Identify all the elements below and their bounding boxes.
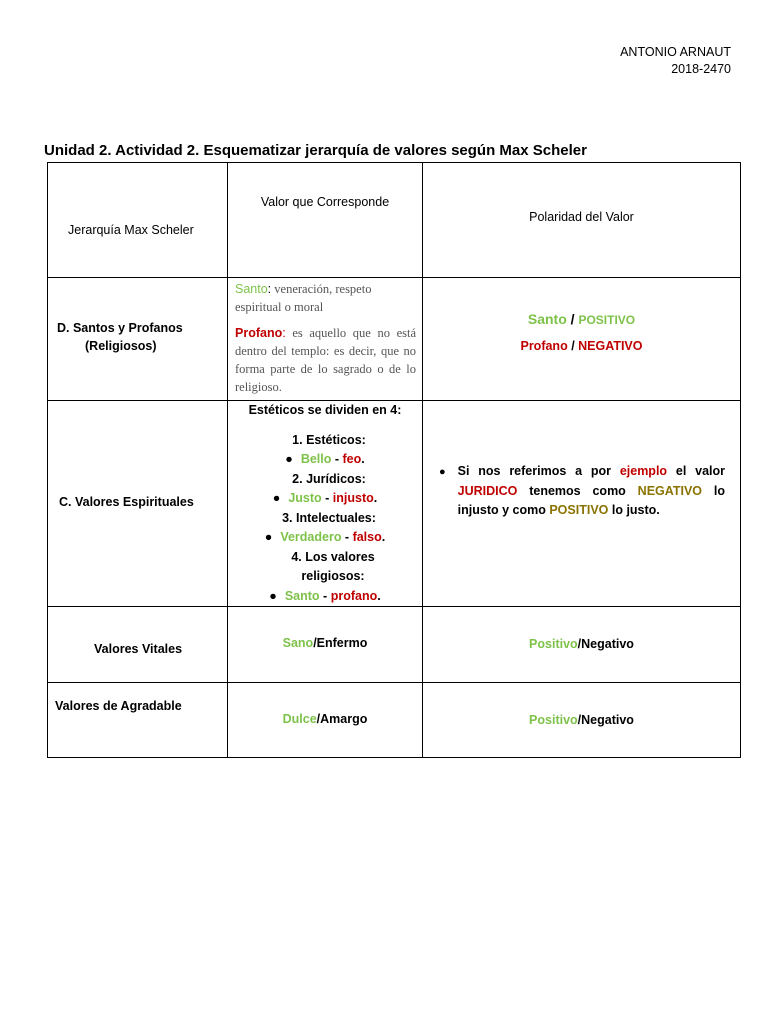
pol-negativo: NEGATIVO xyxy=(637,483,703,498)
item-1-neg: feo xyxy=(342,452,362,466)
row-espirituales-name: C. Valores Espirituales xyxy=(59,494,194,509)
pol-positivo: POSITIVO xyxy=(549,503,609,518)
row-vitales-polarity-cell xyxy=(423,607,741,683)
profano-def: es aquello que no está dentro del templo: es decir, que no forma parte de lo sagrado o de lo religioso. xyxy=(235,326,416,394)
item-3-end: . xyxy=(381,530,386,544)
item-2-pos: Justo xyxy=(288,491,322,505)
item-1-end: . xyxy=(361,452,365,466)
author-block xyxy=(620,44,731,78)
row-santos-subname: (Religiosos) xyxy=(85,339,157,353)
list-item xyxy=(228,509,422,548)
santo-def: veneración, respeto espiritual o moral xyxy=(235,282,372,314)
santo-colon: : xyxy=(267,282,272,296)
row-agradable-polarity-cell xyxy=(423,683,741,758)
item-1-sep: - xyxy=(331,452,343,466)
row-espirituales-polarity-cell xyxy=(423,401,741,607)
item-2-sep: - xyxy=(321,491,333,505)
row-santos-name: D. Santos y Profanos xyxy=(57,321,183,335)
author-id: 2018-2470 xyxy=(671,62,731,76)
profano-word: Profano xyxy=(235,326,283,340)
list-item xyxy=(228,431,422,470)
vitales-pol-rest: /Negativo xyxy=(577,636,634,651)
pol-slash-2: / xyxy=(567,339,579,353)
item-1-title: 1. Estéticos: xyxy=(292,432,366,447)
pol-positivo: POSITIVO xyxy=(578,313,636,327)
pol-ejemplo: ejemplo xyxy=(619,464,668,479)
values-table xyxy=(47,162,741,758)
pol-slash-1: / xyxy=(566,311,579,327)
vitales-pol-pos: Positivo xyxy=(529,636,578,651)
bullet-icon: ● xyxy=(264,530,273,544)
row-agradable-value-cell xyxy=(228,683,423,758)
agradable-pol-pos: Positivo xyxy=(529,713,578,727)
header-hierarchy: Jerarquía Max Scheler xyxy=(68,223,194,237)
item-4-sep: - xyxy=(319,588,331,603)
esteticos-intro: Estéticos se dividen en 4: xyxy=(248,403,402,417)
santo-word: Santo xyxy=(235,282,268,296)
table-row-agradable xyxy=(48,683,741,758)
row-vitales-name-cell xyxy=(48,607,228,683)
pol-profano: Profano xyxy=(520,339,568,353)
pol-juridico: JURIDICO xyxy=(457,483,518,498)
item-2-title: 2. Jurídicos: xyxy=(292,471,366,486)
row-santos-polarity-cell xyxy=(423,278,741,401)
table-row-vitales xyxy=(48,607,741,683)
item-3-pos: Verdadero xyxy=(280,530,342,544)
row-agradable-name: Valores de Agradable xyxy=(55,699,182,713)
bullet-icon: ● xyxy=(439,466,446,479)
santo-definition xyxy=(235,280,416,316)
row-agradable-name-cell xyxy=(48,683,228,758)
row-espirituales-name-cell xyxy=(48,401,228,607)
document-title: Unidad 2. Actividad 2. Esquematizar jerarquía de valores según Max Scheler xyxy=(44,142,587,159)
item-2-neg: injusto xyxy=(332,491,374,505)
list-item xyxy=(228,470,422,509)
row-vitales-name: Valores Vitales xyxy=(94,641,183,656)
table-header-row xyxy=(48,163,741,278)
item-3-neg: falso xyxy=(352,530,382,544)
header-value: Valor que Corresponde xyxy=(260,195,390,209)
item-1-pos: Bello xyxy=(300,452,332,466)
author-name: ANTONIO ARNAUT xyxy=(620,45,731,59)
item-3-title: 3. Intelectuales: xyxy=(282,510,376,525)
item-4-title: 4. Los valores religiosos: xyxy=(291,549,375,583)
row-santos-name-cell xyxy=(48,278,228,401)
bullet-icon: ● xyxy=(272,491,281,505)
header-polarity: Polaridad del Valor xyxy=(529,210,634,224)
pol-text-3: tenemos como xyxy=(517,483,638,498)
row-vitales-value-cell xyxy=(228,607,423,683)
row-santos-value-cell xyxy=(228,278,423,401)
item-2-end: . xyxy=(373,491,378,505)
pol-text-5: lo justo. xyxy=(608,503,660,518)
item-4-neg: profano xyxy=(330,588,378,603)
polarity-explanation xyxy=(439,462,725,521)
agradable-rest: /Amargo xyxy=(316,712,368,726)
header-cell-value xyxy=(228,163,423,278)
vitales-pos: Sano xyxy=(282,635,314,650)
bullet-icon: ● xyxy=(269,588,277,603)
pol-text-4: lo injusto y como xyxy=(457,483,725,518)
header-cell-hierarchy xyxy=(48,163,228,278)
profano-definition xyxy=(235,324,416,396)
agradable-pol-rest: /Negativo xyxy=(577,713,634,727)
row-espirituales-value-cell xyxy=(228,401,423,607)
pol-text-1: Si nos referimos a por xyxy=(457,464,620,479)
vitales-rest: /Enfermo xyxy=(313,635,368,650)
item-3-sep: - xyxy=(341,530,353,544)
agradable-pos: Dulce xyxy=(282,712,317,726)
pol-negativo: NEGATIVO xyxy=(578,339,643,353)
item-4-end: . xyxy=(377,588,381,603)
bullet-icon: ● xyxy=(285,452,293,466)
header-cell-polarity xyxy=(423,163,741,278)
list-item xyxy=(228,548,422,607)
profano-colon: : xyxy=(282,326,286,340)
pol-text-2: el valor xyxy=(667,464,725,479)
item-4-pos: Santo xyxy=(284,588,320,603)
table-row-santos xyxy=(48,278,741,401)
table-row-espirituales xyxy=(48,401,741,607)
pol-santo: Santo xyxy=(527,311,567,327)
